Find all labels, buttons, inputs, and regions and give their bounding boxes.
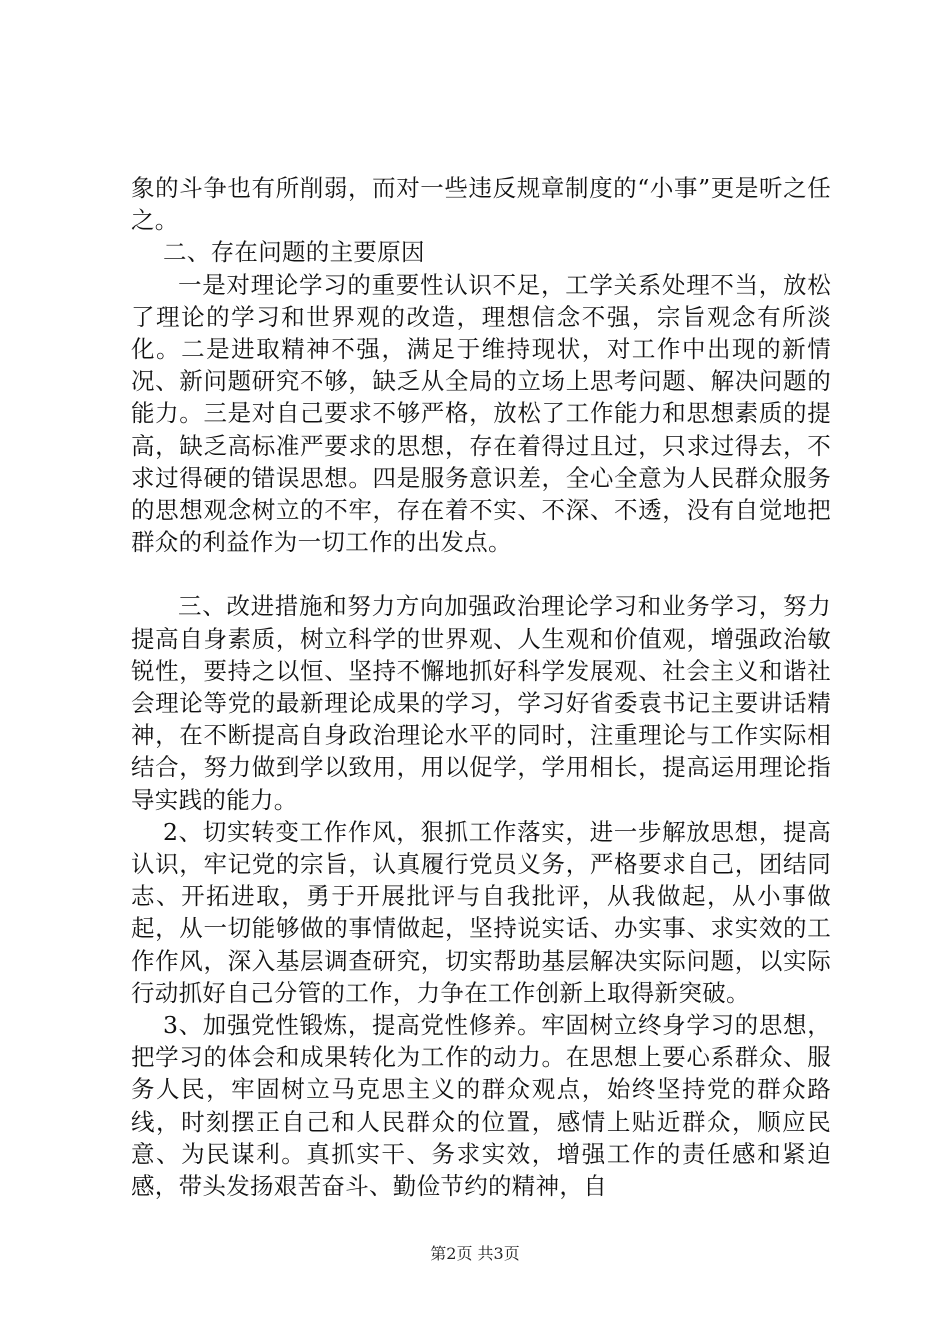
paragraph-causes: 一是对理论学习的重要性认识不足，工学关系处理不当，放松了理论的学习和世界观的改造，理想信念不强，宗旨观念有所淡化。二是进取精神不强，满足于维持现状，对工作中出现的新情况、新问题研究不够，缺乏从全局的立场上思考问题、解决问题的能力。三是对自己要求不够严格，放松了工作能力和思想素质的提高，缺乏高标准严要求的思想，存在着得过且过，只求过得去，不求过得硬的错误思想。四是服务意识差，全心全意为人民群众服务的思想观念树立的不牢，存在着不实、不深、不透，没有自觉地把群众的利益作为一切工作的出发点。 bbox=[131, 270, 831, 557]
page-number-footer: 第2页 共3页 bbox=[430, 1244, 520, 1263]
section-heading-causes: 二、存在问题的主要原因 bbox=[163, 238, 425, 267]
paragraph-measures-intro: 三、改进措施和努力方向加强政治理论学习和业务学习，努力提高自身素质，树立科学的世界观、人生观和价值观，增强政治敏锐性，要持之以恒、坚持不懈地抓好科学发展观、社会主义和谐社会理论等党的最新理论成果的学习，学习好省委袁书记主要讲话精神，在不断提高自身政治理论水平的同时，注重理论与工作实际相结合，努力做到学以致用，用以促学，学用相长，提高运用理论指导实践的能力。 bbox=[131, 592, 831, 814]
paragraph-measure-3: 3、加强党性锻炼，提高党性修养。牢固树立终身学习的思想，把学习的体会和成果转化为工作的动力。在思想上要心系群众、服务人民，牢固树立马克思主义的群众观点，始终坚持党的群众路线，时刻摆正自己和人民群众的位置，感情上贴近群众，顺应民意、为民谋利。真抓实干、务求实效，增强工作的责任感和紧迫感，带头发扬艰苦奋斗、勤俭节约的精神，自 bbox=[131, 1011, 831, 1201]
paragraph-measure-2: 2、切实转变工作作风，狠抓工作落实，进一步解放思想，提高认识，牢记党的宗旨，认真履行党员义务，严格要求自己，团结同志、开拓进取，勇于开展批评与自我批评，从我做起，从小事做起，从一切能够做的事情做起，坚持说实话、办实事、求实效的工作作风，深入基层调查研究，切实帮助基层解决实际问题，以实际行动抓好自己分管的工作，力争在工作创新上取得新突破。 bbox=[131, 817, 831, 1007]
document-body bbox=[131, 172, 831, 1202]
paragraph-continuation: 象的斗争也有所削弱，而对一些违反规章制度的“小事”更是听之任之。 bbox=[131, 174, 831, 235]
paragraph-spacer bbox=[131, 558, 831, 590]
